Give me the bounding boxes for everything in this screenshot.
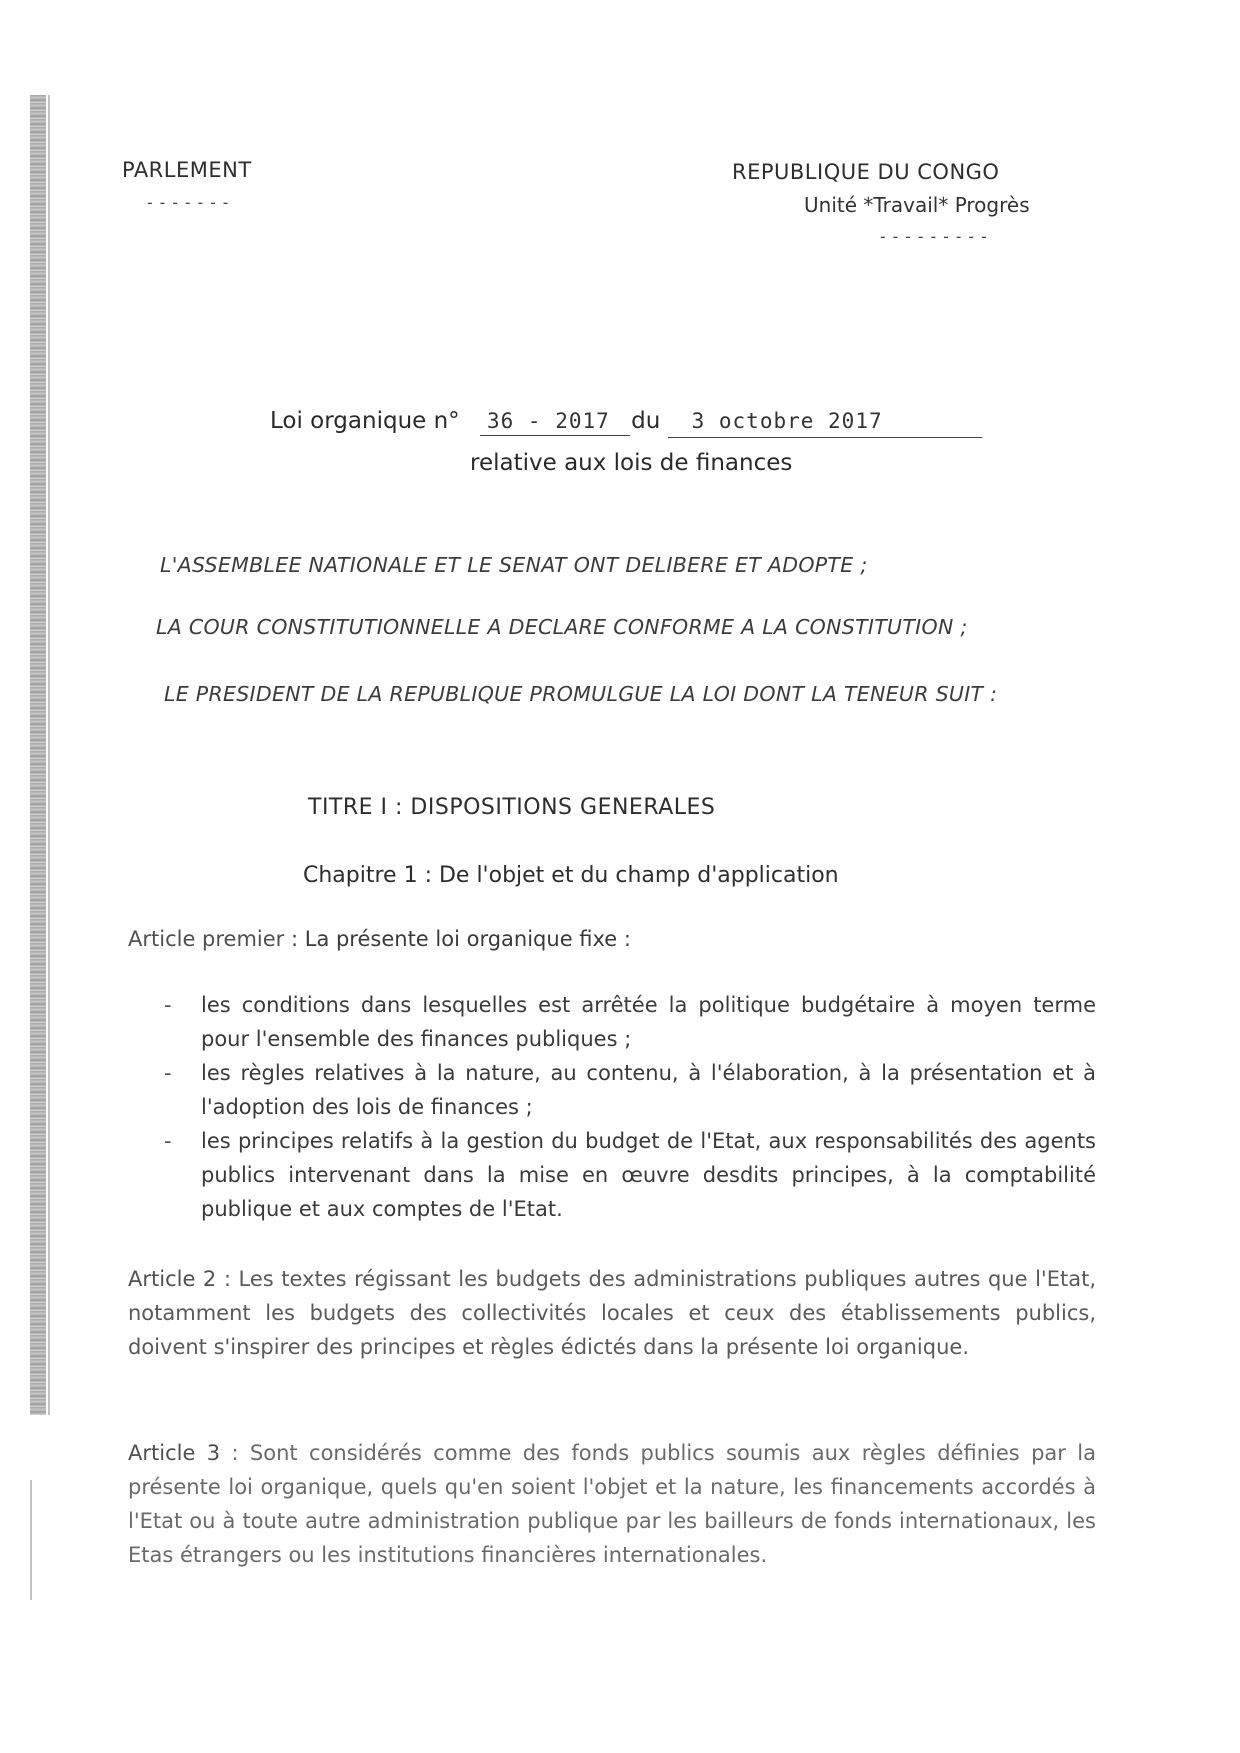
law-number: 36 - 2017 [487,409,610,433]
article-2 [128,1262,1096,1364]
titre-heading: TITRE I : DISPOSITIONS GENERALES [308,795,716,820]
article-premier-intro [128,922,1088,956]
bullet-dash: - [164,1129,172,1153]
article-2-label: Article 2 [128,1267,217,1291]
law-date-underline [668,437,982,438]
article-premier-label: Article premier [128,927,285,951]
law-prefix: Loi organique n° [270,408,460,434]
law-title-line [270,408,883,434]
chapitre-heading: Chapitre 1 : De l'objet et du champ d'application [303,863,839,888]
parlement-dashes: ------- [145,193,234,212]
law-number-underline [480,435,630,436]
article-premier-intro-text: : La présente loi organique fixe : [284,927,631,951]
republique-dashes: --------- [878,227,992,246]
law-subtitle: relative aux lois de finances [470,450,793,476]
article-premier-list [164,988,1096,1226]
scan-binding-line [48,95,50,1415]
article-2-text: : Les textes régissant les budgets des administrations publiques autres que l'Etat, notamment les budgets des collectivités locales et ceux des établissements publics, doivent s'inspirer des principes et règles édictés dans la présente loi organique. [128,1267,1096,1359]
scan-binding-lower [30,1480,32,1600]
preamble-line-1: L'ASSEMBLEE NATIONALE ET LE SENAT ONT DELIBERE ET ADOPTE ; [160,553,868,577]
article-3 [128,1436,1096,1572]
parlement-label: PARLEMENT [122,158,252,182]
list-item: - les principes relatifs à la gestion du budget de l'Etat, aux responsabilités des agents publics intervenant dans la mise en œuvre desdits principes, à la comptabilité publique et aux comptes de l'Etat. [164,1124,1096,1226]
list-item: - les règles relatives à la nature, au contenu, à l'élaboration, à la présentation et à l'adoption des lois de finances ; [164,1056,1096,1124]
preamble-line-2: LA COUR CONSTITUTIONNELLE A DECLARE CONFORME A LA CONSTITUTION ; [156,615,968,639]
article-3-text: : Sont considérés comme des fonds publics soumis aux règles définies par la présente loi organique, quels qu'en soient l'objet et la nature, les financements accordés à l'Etat ou à toute autre administration publique par les bailleurs de fonds internationaux, les Etas étrangers ou les institutions financières internationales. [128,1441,1096,1567]
scan-binding-edge [30,95,46,1415]
bullet-dash: - [164,1061,172,1085]
law-date: 3 octobre 2017 [691,409,883,433]
article-3-label: Article 3 [128,1441,221,1465]
law-du: du [631,408,661,434]
motto: Unité *Travail* Progrès [804,193,1030,217]
republique-label: REPUBLIQUE DU CONGO [732,160,1000,184]
bullet-dash: - [164,993,172,1017]
list-item: - les conditions dans lesquelles est arrêtée la politique budgétaire à moyen terme pour l'ensemble des finances publiques ; [164,988,1096,1056]
preamble-line-3: LE PRESIDENT DE LA REPUBLIQUE PROMULGUE LA LOI DONT LA TENEUR SUIT : [164,682,998,706]
